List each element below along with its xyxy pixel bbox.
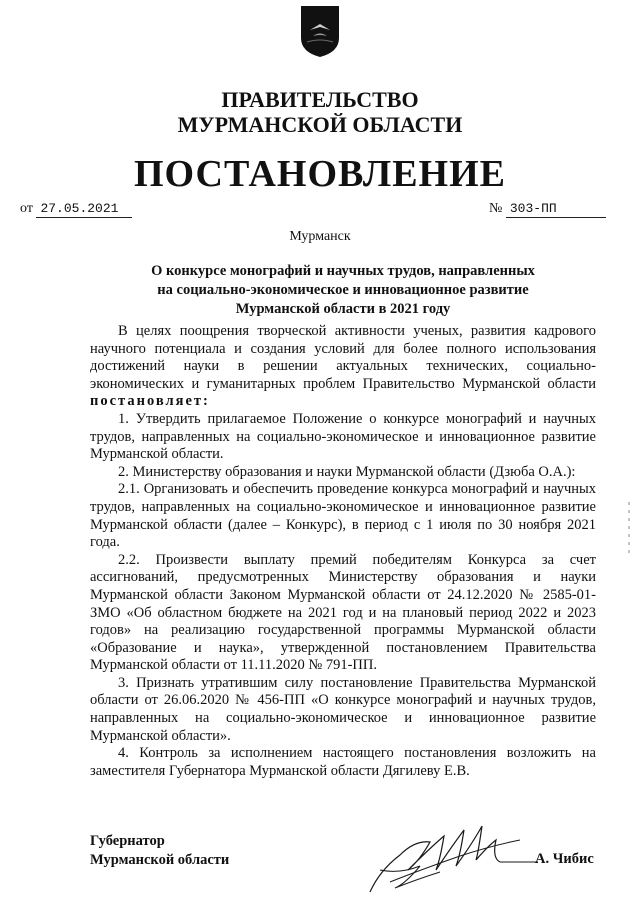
signer-name: А. Чибис [535,851,594,867]
org-name-line1: ПРАВИТЕЛЬСТВО [221,87,419,112]
signer-title-line1: Губернатор [90,833,165,849]
document-number [489,201,606,218]
decree-word: постановляет: [90,393,210,410]
document-body [90,323,596,780]
handwritten-signature [360,800,540,900]
preamble-paragraph [90,323,596,411]
margin-mark [626,500,632,560]
number-value: 303-ПП [509,201,557,216]
org-name-line2: МУРМАНСКОЙ ОБЛАСТИ [177,112,463,137]
paragraph-4: 4. Контроль за исполнением настоящего постановления возложить на заместителя Губернатора Мурманской области Дягилеву Е.В. [90,745,596,779]
paragraph-2-1: 2.1. Организовать и обеспечить проведение конкурса монографий и научных трудов, направленных на социально-экономическое и инновационное развитие Мурманской области (далее – Конкурс), в период с 1 июля по 30 ноября 2021 года. [90,481,596,551]
signer-title-line2: Мурманской области [90,852,230,868]
document-subject [90,262,596,319]
preamble-text: В целях поощрения творческой активности ученых, развития кадрового научного потенциала и создания условий для более полного использования достижений науки в решении актуальных технических, социально-экономических и гуманитарных проблем Правительство Мурманской области [90,323,596,392]
paragraph-2: 2. Министерству образования и науки Мурманской области (Дзюба О.А.): [118,463,576,480]
document-type-title: ПОСТАНОВЛЕНИЕ [133,153,507,195]
number-prefix: № [489,201,503,216]
subject-line: на социально-экономическое и инновационное развитие [157,282,529,298]
coat-of-arms-icon [299,4,341,58]
document-date [20,201,132,218]
paragraph-1: 1. Утвердить прилагаемое Положение о конкурсе монографий и научных трудов, направленных на социально-экономическое и инновационное развитие Мурманской области. [90,410,596,463]
paragraph-2-2: 2.2. Произвести выплату премий победителям Конкурса за счет ассигнований, предусмотренных Министерству образования и науки Мурманской области Законом Мурманской области от 24.12.2020 № 2585-01-ЗМО «Об областном бюджете на 2021 год и на плановый период 2022 и 2023 годов» на реализацию государственной программы Мурманской области «Образование и наука», утвержденной постановлением Правительства Мурманской области от 11.11.2020 № 791-ПП. [90,551,596,674]
paragraph-3: 3. Признать утратившим силу постановление Правительства Мурманской области от 26.06.2020 № 456-ПП «О конкурсе монографий и научных трудов, направленных на социально-экономическое и инновационное развитие Мурманской области». [90,674,596,744]
date-prefix: от [20,201,33,216]
city: Мурманск [289,229,351,244]
subject-line: О конкурсе монографий и научных трудов, направленных [151,263,535,279]
subject-line: Мурманской области в 2021 году [235,301,451,317]
date-value: 27.05.2021 [40,201,119,216]
signer-title [90,832,229,870]
